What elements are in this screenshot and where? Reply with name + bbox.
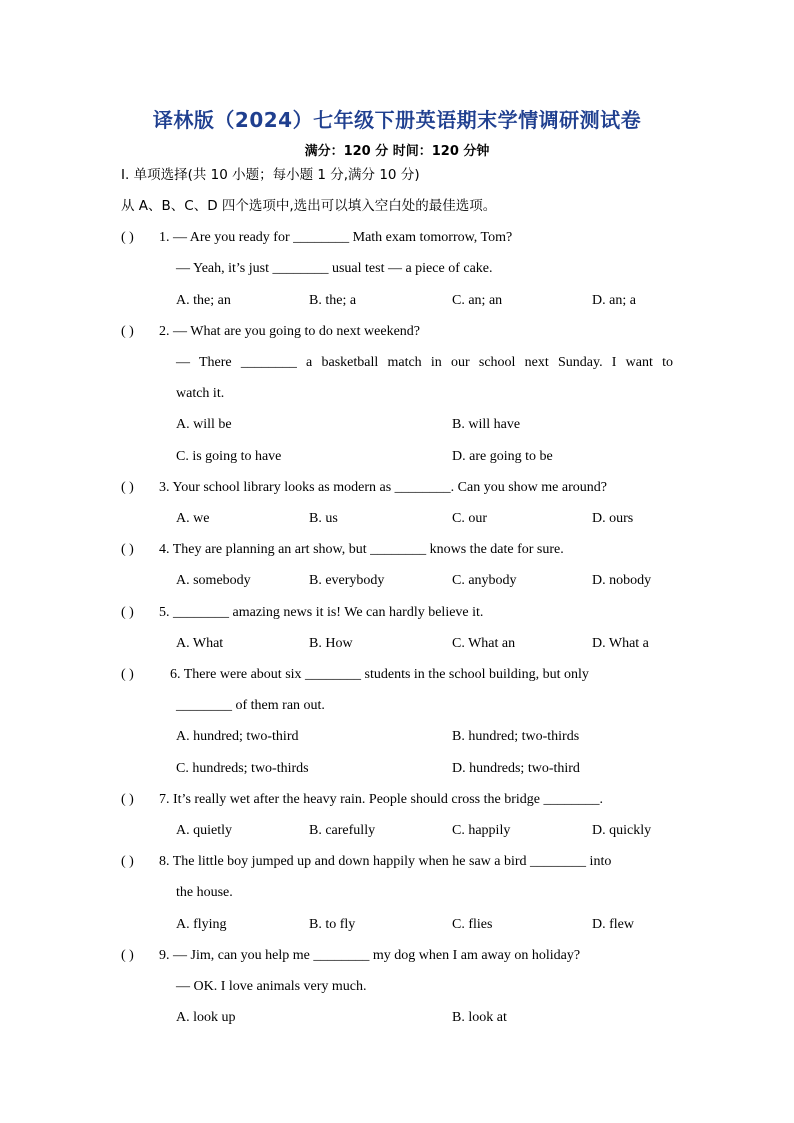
question-7 — [121, 791, 603, 809]
option-b: B. to fly — [309, 917, 356, 932]
option-d: D. hundreds; two-third — [452, 761, 580, 776]
exam-title: 译林版（2024）七年级下册英语期末学情调研测试卷 — [152, 108, 642, 132]
option-a: A. hundred; two-third — [176, 729, 299, 744]
option-a: A. we — [176, 511, 210, 526]
question-6-line-2: ________ of them ran out. — [176, 698, 325, 713]
question-9 — [121, 947, 580, 965]
section-heading: I. 单项选择(共 10 小题；每小题 1 分,满分 10 分) — [121, 167, 420, 183]
option-c: C. What an — [452, 636, 516, 651]
option-c: C. happily — [452, 823, 511, 838]
question-text: 8. The little boy jumped up and down happily when he saw a bird ________ into — [159, 854, 612, 869]
question-6 — [121, 666, 589, 684]
question-text: 6. There were about six ________ students in the school building, but only — [170, 667, 589, 682]
option-a: A. quietly — [176, 823, 232, 838]
option-a: A. the; an — [176, 293, 231, 308]
question-2-line-2: — There ________ a basketball match in our school next Sunday. I want to — [176, 355, 673, 370]
answer-bracket[interactable]: ( ) — [121, 948, 134, 963]
question-text: 9. — Jim, can you help me ________ my dog when I am away on holiday? — [159, 948, 581, 963]
option-d: D. nobody — [592, 573, 652, 588]
option-a: A. flying — [176, 917, 227, 932]
option-d: D. quickly — [592, 823, 652, 838]
answer-bracket[interactable]: ( ) — [121, 605, 134, 620]
option-b: B. carefully — [309, 823, 376, 838]
option-c: C. anybody — [452, 573, 517, 588]
question-2 — [121, 323, 420, 341]
option-d: D. flew — [592, 917, 634, 932]
question-text: 5. ________ amazing news it is! We can hardly believe it. — [159, 605, 484, 620]
answer-bracket[interactable]: ( ) — [121, 854, 134, 869]
option-d: D. are going to be — [452, 449, 553, 464]
option-c: C. is going to have — [176, 449, 282, 464]
answer-bracket[interactable]: ( ) — [121, 324, 134, 339]
option-b: B. everybody — [309, 573, 385, 588]
option-b: B. the; a — [309, 293, 357, 308]
option-a: A. look up — [176, 1010, 236, 1025]
option-a: A. will be — [176, 417, 232, 432]
answer-bracket[interactable]: ( ) — [121, 542, 134, 557]
option-c: C. hundreds; two-thirds — [176, 761, 309, 776]
question-2-line-3: watch it. — [176, 386, 225, 401]
option-b: B. hundred; two-thirds — [452, 729, 580, 744]
option-d: D. an; a — [592, 293, 636, 308]
question-1-line-2: — Yeah, it’s just ________ usual test — a piece of cake. — [176, 261, 493, 276]
option-c: C. flies — [452, 917, 493, 932]
answer-bracket[interactable]: ( ) — [121, 667, 134, 682]
option-b: B. How — [309, 636, 353, 651]
option-b: B. us — [309, 511, 338, 526]
option-b: B. will have — [452, 417, 521, 432]
answer-bracket[interactable]: ( ) — [121, 230, 134, 245]
question-8-line-2: the house. — [176, 885, 233, 900]
option-d: D. ours — [592, 511, 634, 526]
option-b: B. look at — [452, 1010, 507, 1025]
question-text: 2. — What are you going to do next weekend? — [159, 324, 421, 339]
section-instruction: 从 A、B、C、D 四个选项中,选出可以填入空白处的最佳选项。 — [121, 198, 497, 214]
option-c: C. our — [452, 511, 487, 526]
question-8 — [121, 853, 611, 871]
exam-subtitle: 满分：120 分 时间：120 分钟 — [304, 144, 490, 159]
answer-bracket[interactable]: ( ) — [121, 480, 134, 495]
question-text: 1. — Are you ready for ________ Math exam tomorrow, Tom? — [159, 230, 513, 245]
question-1 — [121, 229, 512, 247]
option-c: C. an; an — [452, 293, 503, 308]
option-d: D. What a — [592, 636, 649, 651]
answer-bracket[interactable]: ( ) — [121, 792, 134, 807]
option-a: A. somebody — [176, 573, 251, 588]
question-text: 3. Your school library looks as modern as ________. Can you show me around? — [159, 480, 607, 495]
question-text: 4. They are planning an art show, but ________ knows the date for sure. — [159, 542, 564, 557]
question-9-line-2: — OK. I love animals very much. — [176, 979, 367, 994]
question-5 — [121, 604, 483, 622]
option-a: A. What — [176, 636, 224, 651]
question-text: 7. It’s really wet after the heavy rain. People should cross the bridge ________. — [159, 792, 603, 807]
question-4 — [121, 541, 564, 559]
question-3 — [121, 479, 607, 497]
